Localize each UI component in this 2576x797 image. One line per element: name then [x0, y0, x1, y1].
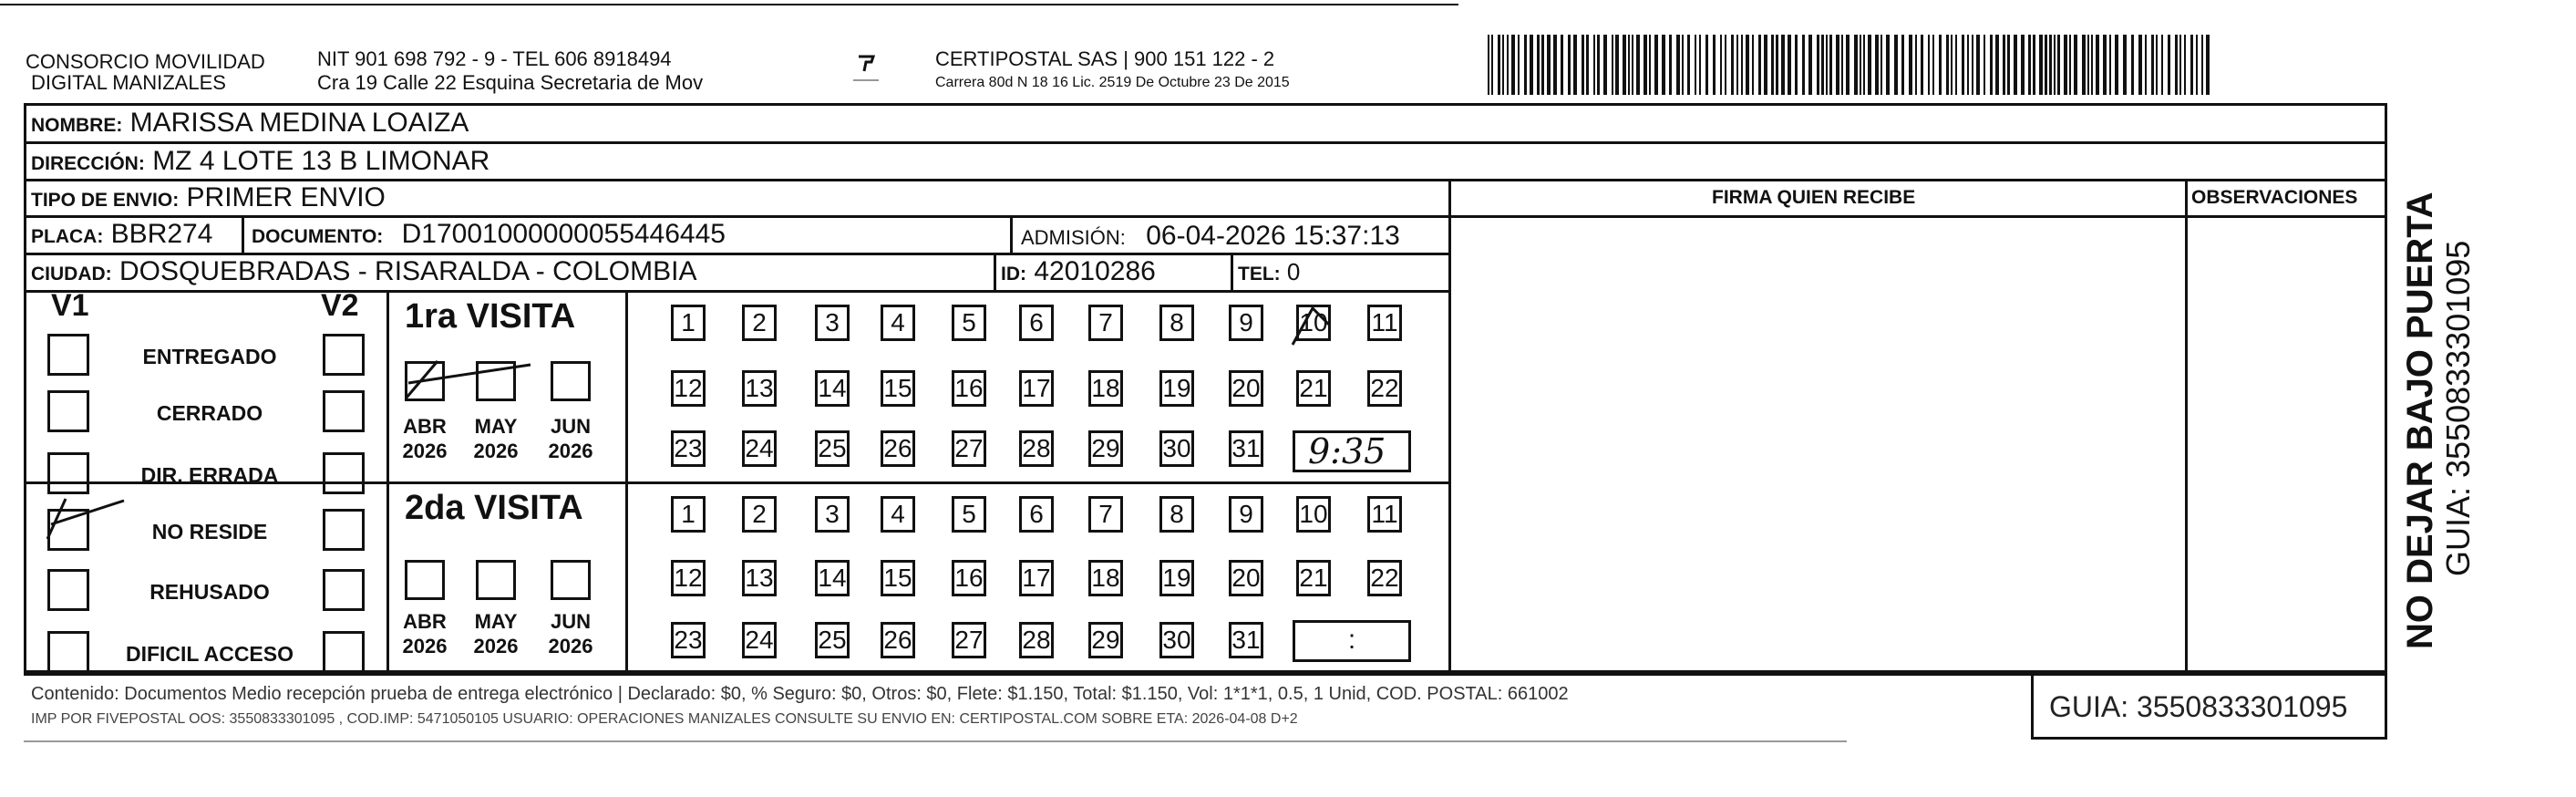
first-visit-day-10[interactable]: 10: [1296, 305, 1331, 341]
first-visit-title: 1ra VISITA: [405, 297, 576, 336]
tel-field: [1238, 258, 1300, 286]
footer-meta: IMP POR FIVEPOSTAL OOS: 3550833301095 , COD.IMP: 5471050105 USUARIO: OPERACIONES MANIZALES CONSULTE SU ENVIO EN: CERTIPOSTAL.COM SOBRE ETA: 2026-04-08 D+2: [31, 711, 1298, 727]
direccion-field: [31, 146, 489, 177]
admision-value: 06-04-2026 15:37:13: [1146, 221, 1400, 251]
first-visit-day-26[interactable]: 26: [881, 430, 915, 467]
second-visit-day-23[interactable]: 23: [671, 622, 706, 658]
company-address: Cra 19 Calle 22 Esquina Secretaria de Mov: [317, 71, 704, 94]
second-visit-day-30[interactable]: 30: [1159, 622, 1194, 658]
first-visit-day-27[interactable]: 27: [952, 430, 986, 467]
month-year: 2026: [473, 635, 519, 657]
id-value: 42010286: [1034, 256, 1156, 286]
second-visit-day-7[interactable]: 7: [1088, 496, 1123, 533]
first-visit-day-5[interactable]: 5: [952, 305, 986, 341]
second-visit-day-19[interactable]: 19: [1159, 560, 1194, 596]
second-visit-day-22[interactable]: 22: [1367, 560, 1402, 596]
status-label-dir-errada: DIR. ERRADA: [140, 463, 279, 487]
second-visit-day-9[interactable]: 9: [1229, 496, 1263, 533]
status-label-rehusado: REHUSADO: [149, 580, 270, 604]
ciudad-label: CIUDAD:: [31, 264, 112, 285]
second-visit-month-label: [397, 609, 452, 658]
second-visit-day-21[interactable]: 21: [1296, 560, 1331, 596]
month-name: ABR: [403, 415, 447, 438]
second-visit-day-18[interactable]: 18: [1088, 560, 1123, 596]
month-year: 2026: [473, 440, 519, 462]
v2-checkbox-cerrado[interactable]: [323, 390, 365, 432]
first-visit-day-21[interactable]: 21: [1296, 370, 1331, 407]
status-label-no-reside: NO RESIDE: [151, 520, 268, 543]
second-visit-month-label: [469, 609, 523, 658]
first-visit-month-label: [397, 414, 452, 463]
month-year: 2026: [402, 440, 448, 462]
second-time: :: [1347, 625, 1356, 655]
first-visit-day-9[interactable]: 9: [1229, 305, 1263, 341]
second-visit-title: 2da VISITA: [405, 489, 583, 527]
id-label: ID:: [1001, 264, 1026, 285]
month-name: JUN: [550, 610, 591, 633]
second-visit-day-28[interactable]: 28: [1019, 622, 1054, 658]
tipo-label: TIPO DE ENVIO:: [31, 190, 180, 211]
placa-value: BBR274: [110, 219, 213, 249]
tel-label: TEL:: [1238, 264, 1281, 285]
direccion-value: MZ 4 LOTE 13 B LIMONAR: [152, 146, 490, 176]
placa-field: [31, 219, 212, 250]
first-visit-day-2[interactable]: 2: [742, 305, 777, 341]
month-name: MAY: [474, 415, 518, 438]
second-visit-day-31[interactable]: 31: [1229, 622, 1263, 658]
v2-checkbox-dificil-acceso[interactable]: [323, 631, 365, 673]
second-visit-month-abr-checkbox[interactable]: [405, 560, 445, 600]
admision-label: ADMISIÓN:: [1021, 226, 1126, 249]
second-visit-day-13[interactable]: 13: [742, 560, 777, 596]
company-nit: NIT 901 698 792 - 9 - TEL 606 8918494: [317, 47, 672, 70]
documento-value: D17001000000055446445: [401, 219, 726, 249]
id-field: [1001, 256, 1156, 287]
footer-content: Contenido: Documentos Medio recepción prueba de entrega electrónico | Declarado: $0, % Seguro: $0, Otros: $0, Flete: $1.150, Total: $1.150, Vol: 1*1*1, 0.5, 1 Unid, COD. POSTAL: 661002: [31, 684, 1569, 704]
v1-checkbox-rehusado[interactable]: [47, 569, 89, 611]
firma-header: FIRMA QUIEN RECIBE: [1712, 187, 1916, 208]
second-visit-day-27[interactable]: 27: [952, 622, 986, 658]
first-time: 9:35: [1308, 431, 1386, 471]
month-name: JUN: [550, 415, 591, 438]
observaciones-header: OBSERVACIONES: [2191, 187, 2358, 208]
tel-value: 0: [1286, 258, 1301, 285]
second-visit-day-14[interactable]: 14: [815, 560, 850, 596]
first-visit-day-17[interactable]: 17: [1019, 370, 1054, 407]
v2-checkbox-no-reside[interactable]: [323, 509, 365, 551]
side-guia: GUIA: 3550833301095: [2439, 240, 2477, 576]
second-visit-day-20[interactable]: 20: [1229, 560, 1263, 596]
ciudad-value: DOSQUEBRADAS - RISARALDA - COLOMBIA: [119, 256, 697, 286]
second-visit-day-25[interactable]: 25: [815, 622, 850, 658]
placa-label: PLACA:: [31, 226, 104, 247]
direccion-label: DIRECCIÓN:: [31, 153, 145, 174]
first-visit-day-31[interactable]: 31: [1229, 430, 1263, 467]
ciudad-field: [31, 256, 696, 287]
first-visit-day-18[interactable]: 18: [1088, 370, 1123, 407]
first-visit-month-label: [543, 414, 598, 463]
v1-checkbox-cerrado[interactable]: [47, 390, 89, 432]
company-name-2: DIGITAL MANIZALES: [31, 71, 226, 94]
first-visit-day-3[interactable]: 3: [815, 305, 850, 341]
second-visit-month-may-checkbox[interactable]: [476, 560, 516, 600]
v1-checkbox-dificil-acceso[interactable]: [47, 631, 89, 673]
first-visit-day-6[interactable]: 6: [1019, 305, 1054, 341]
second-visit-day-2[interactable]: 2: [742, 496, 777, 533]
status-label-entregado: ENTREGADO: [142, 345, 277, 368]
second-visit-day-24[interactable]: 24: [742, 622, 777, 658]
barcode: [1488, 35, 2211, 95]
first-visit-month-label: [469, 414, 523, 463]
first-visit-day-20[interactable]: 20: [1229, 370, 1263, 407]
courier-address: Carrera 80d N 18 16 Lic. 2519 De Octubre 23 De 2015: [935, 75, 1290, 90]
v2-checkbox-entregado[interactable]: [323, 334, 365, 376]
side-warning: NO DEJAR BAJO PUERTA: [2400, 191, 2440, 649]
second-visit-day-5[interactable]: 5: [952, 496, 986, 533]
month-year: 2026: [548, 635, 593, 657]
first-visit-day-12[interactable]: 12: [671, 370, 706, 407]
first-visit-day-23[interactable]: 23: [671, 430, 706, 467]
first-visit-day-25[interactable]: 25: [815, 430, 850, 467]
first-visit-day-11[interactable]: 11: [1367, 305, 1402, 341]
first-visit-day-22[interactable]: 22: [1367, 370, 1402, 407]
second-visit-month-jun-checkbox[interactable]: [551, 560, 591, 600]
tipo-field: [31, 182, 386, 213]
month-year: 2026: [402, 635, 448, 657]
second-visit-day-1[interactable]: 1: [671, 496, 706, 533]
second-visit-day-29[interactable]: 29: [1088, 622, 1123, 658]
month-year: 2026: [548, 440, 593, 462]
first-visit-day-14[interactable]: 14: [815, 370, 850, 407]
scan-edge: [0, 4, 1458, 5]
v2-label: V2: [321, 288, 359, 323]
admision-field: [1021, 221, 1400, 252]
second-visit-day-4[interactable]: 4: [881, 496, 915, 533]
footer-guia: GUIA: 3550833301095: [2049, 690, 2348, 723]
first-visit-month-jun-checkbox[interactable]: [551, 361, 591, 401]
first-visit-day-29[interactable]: 29: [1088, 430, 1123, 467]
second-visit-day-6[interactable]: 6: [1019, 496, 1054, 533]
company-name-1: CONSORCIO MOVILIDAD: [26, 50, 265, 73]
v2-checkbox-dir-errada[interactable]: [323, 452, 365, 494]
second-visit-day-10[interactable]: 10: [1296, 496, 1331, 533]
status-label-cerrado: CERRADO: [156, 401, 263, 425]
first-visit-day-15[interactable]: 15: [881, 370, 915, 407]
first-visit-day-13[interactable]: 13: [742, 370, 777, 407]
second-visit-day-16[interactable]: 16: [952, 560, 986, 596]
month-check-mark-icon: [403, 357, 540, 403]
second-visit-month-label: [543, 609, 598, 658]
status-label-dificil-acceso: DIFICIL ACCESO: [125, 642, 294, 666]
first-time-box: [1293, 430, 1411, 472]
v1-label: V1: [51, 288, 89, 323]
first-visit-day-19[interactable]: 19: [1159, 370, 1194, 407]
second-visit-day-3[interactable]: 3: [815, 496, 850, 533]
second-visit-day-11[interactable]: 11: [1367, 496, 1402, 533]
nombre-field: [31, 108, 469, 139]
nombre-label: NOMBRE:: [31, 115, 123, 136]
first-visit-day-1[interactable]: 1: [671, 305, 706, 341]
first-visit-day-4[interactable]: 4: [881, 305, 915, 341]
v2-checkbox-rehusado[interactable]: [323, 569, 365, 611]
v1-checkbox-entregado[interactable]: [47, 334, 89, 376]
first-visit-day-24[interactable]: 24: [742, 430, 777, 467]
month-name: ABR: [403, 610, 447, 633]
documento-field: [252, 219, 726, 250]
month-name: MAY: [474, 610, 518, 633]
nombre-value: MARISSA MEDINA LOAIZA: [129, 108, 469, 138]
first-visit-day-8[interactable]: 8: [1159, 305, 1194, 341]
first-visit-day-16[interactable]: 16: [952, 370, 986, 407]
tipo-value: PRIMER ENVIO: [186, 182, 386, 212]
second-visit-day-26[interactable]: 26: [881, 622, 915, 658]
second-visit-day-17[interactable]: 17: [1019, 560, 1054, 596]
second-visit-day-15[interactable]: 15: [881, 560, 915, 596]
second-visit-day-12[interactable]: 12: [671, 560, 706, 596]
documento-label: DOCUMENTO:: [252, 226, 384, 247]
first-visit-day-7[interactable]: 7: [1088, 305, 1123, 341]
first-visit-day-28[interactable]: 28: [1019, 430, 1054, 467]
first-visit-day-30[interactable]: 30: [1159, 430, 1194, 467]
day-check-mark-icon: [1285, 301, 1349, 352]
courier-name: CERTIPOSTAL SAS | 900 151 122 - 2: [935, 47, 1275, 70]
check-mark-icon: [42, 493, 129, 550]
second-visit-day-8[interactable]: 8: [1159, 496, 1194, 533]
second-time-box: [1293, 620, 1411, 662]
v1-checkbox-dir-errada[interactable]: [47, 452, 89, 494]
courier-logo: [848, 51, 884, 84]
